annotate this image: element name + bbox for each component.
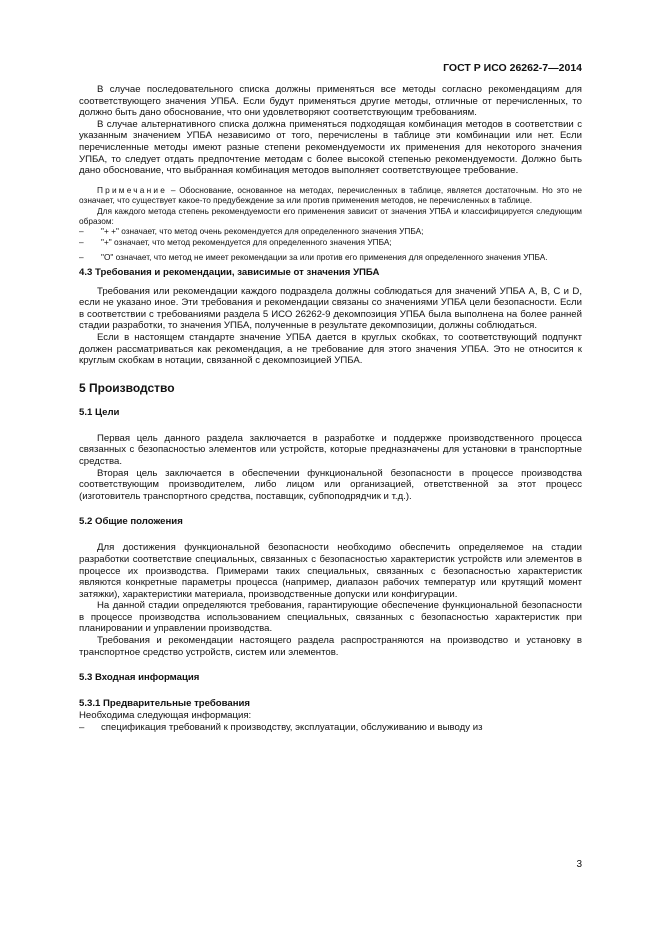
section-5-2-paragraph-3: Требования и рекомендации настоящего раздела распространяются на производство и установку в транспортное средство устройств, систем или элементов. xyxy=(79,635,582,658)
section-5-3-1-title: 5.3.1 Предварительные требования xyxy=(79,698,251,710)
section-5-title: 5 Производство xyxy=(79,380,175,395)
section-5-2-paragraph-2: На данной стадии определяются требования, гарантирующие обеспечение функциональной безопасности в процессе производства использованием специальных, связанных с безопасностью характеристик при планировании и управлении производства. xyxy=(79,600,582,635)
paragraph-sequential-list: В случае последовательного списка должны применяться все методы согласно рекомендациям для соответствующего значения УПБА. Если будут применяться другие методы, отличные от перечисленных, то должно быть дано обоснование, что они удовлетворяют соответствующим требованиям. xyxy=(79,84,582,119)
note-text: – Обоснование, основанное на методах, перечисленных в таблице, является достаточным. Но это не означает, что существует какое-то предубеждение за или против применения методов, не перечисленных в таблице. xyxy=(79,184,582,206)
note-label: Примечание xyxy=(97,184,168,195)
section-5-2-title: 5.2 Общие положения xyxy=(79,516,183,528)
standard-number: ГОСТ Р ИСО 26262-7—2014 xyxy=(443,62,582,74)
note-item-double-plus: – "+ +" означает, что метод очень рекомендуется для определенного значения УПБА; xyxy=(79,226,582,236)
section-5-1-paragraph-2: Вторая цель заключается в обеспечении функциональной безопасности в процессе производства соответствующим производителем, либо лицом или организацией, ответственной за этот процесс (изготовитель транспортного средства, поставщик, субпоподрядчик и т.д.). xyxy=(79,467,582,502)
note-item-o: – "O" означает, что метод не имеет рекомендации за или против его применения для определенного значения УПБА. xyxy=(79,252,582,262)
note-paragraph xyxy=(79,185,582,206)
section-5-3-title: 5.3 Входная информация xyxy=(79,672,200,684)
section-5-1-paragraph-1: Первая цель данного раздела заключается в разработке и поддержке производственного процесса связанных с безопасностью элементов или устройств, которые предназначены для установки в транспортные средства. xyxy=(79,432,582,467)
section-4-3-paragraph-2: Если в настоящем стандарте значение УПБА дается в круглых скобках, то соответствующий подпункт должен рассматриваться как рекомендация, а не требование для этого значения УПБА. Это не относится к круглым скобкам в нотации, связанной с декомпозицией УПБА. xyxy=(79,331,582,367)
section-4-3-paragraph-1: Требования или рекомендации каждого подраздела должны соблюдаться для значений УПБА А, В, С и D, если не указано иное. Эти требования и рекомендации связаны со значениями УПБА цели безопасности. Если в соответствии с требованиями раздела 5 ИСО 26262-9 декомпозиция УПБА была выполнена на более ранней стадии разработки, то значения УПБА, полученные в результате декомпозиции, должны соблюдаться. xyxy=(79,285,582,332)
note-item-plus: – "+" означает, что метод рекомендуется для определенного значения УПБА; xyxy=(79,237,582,247)
section-5-3-1-item-1: – спецификация требований к производству, эксплуатации, обслуживанию и выводу из xyxy=(79,722,582,734)
section-5-3-1-intro: Необходима следующая информация: xyxy=(79,710,252,722)
note-classification: Для каждого метода степень рекомендуемости его применения зависит от значения УПБА и классифицируется следующим образом: xyxy=(79,205,582,226)
page-content xyxy=(79,84,582,733)
section-4-3-title: 4.3 Требования и рекомендации, зависимые от значения УПБА xyxy=(79,266,380,278)
section-5-2-paragraph-1: Для достижения функциональной безопасности необходимо обеспечить определяемое на стадии разработки соответствие специальных, связанных с безопасностью характеристик устройств или элементов в процессе их производства. Примерами таких специальных, связанных с безопасностью характеристик являются конкретные параметры процесса (например, диапазон рабочих температур или крутящий момент затяжки), характеристики материала, производственные допуски или конфигурации. xyxy=(79,542,582,600)
page-number: 3 xyxy=(576,859,582,870)
paragraph-alternative-list: В случае альтернативного списка должна применяться подходящая комбинация методов в соответствии с указанным значением УПБА независимо от того, перечислены в таблице эти комбинации или нет. Если перечисленные методы имеют разные степени рекомендуемости их применения для некоторого значения УПБА, то следует отдать предпочтение методам с более высокой степенью рекомендуемости. Должно быть дано обоснование, что выбранная комбинация методов выполняет соответствующее требование. xyxy=(79,118,582,177)
section-5-1-title: 5.1 Цели xyxy=(79,406,120,418)
